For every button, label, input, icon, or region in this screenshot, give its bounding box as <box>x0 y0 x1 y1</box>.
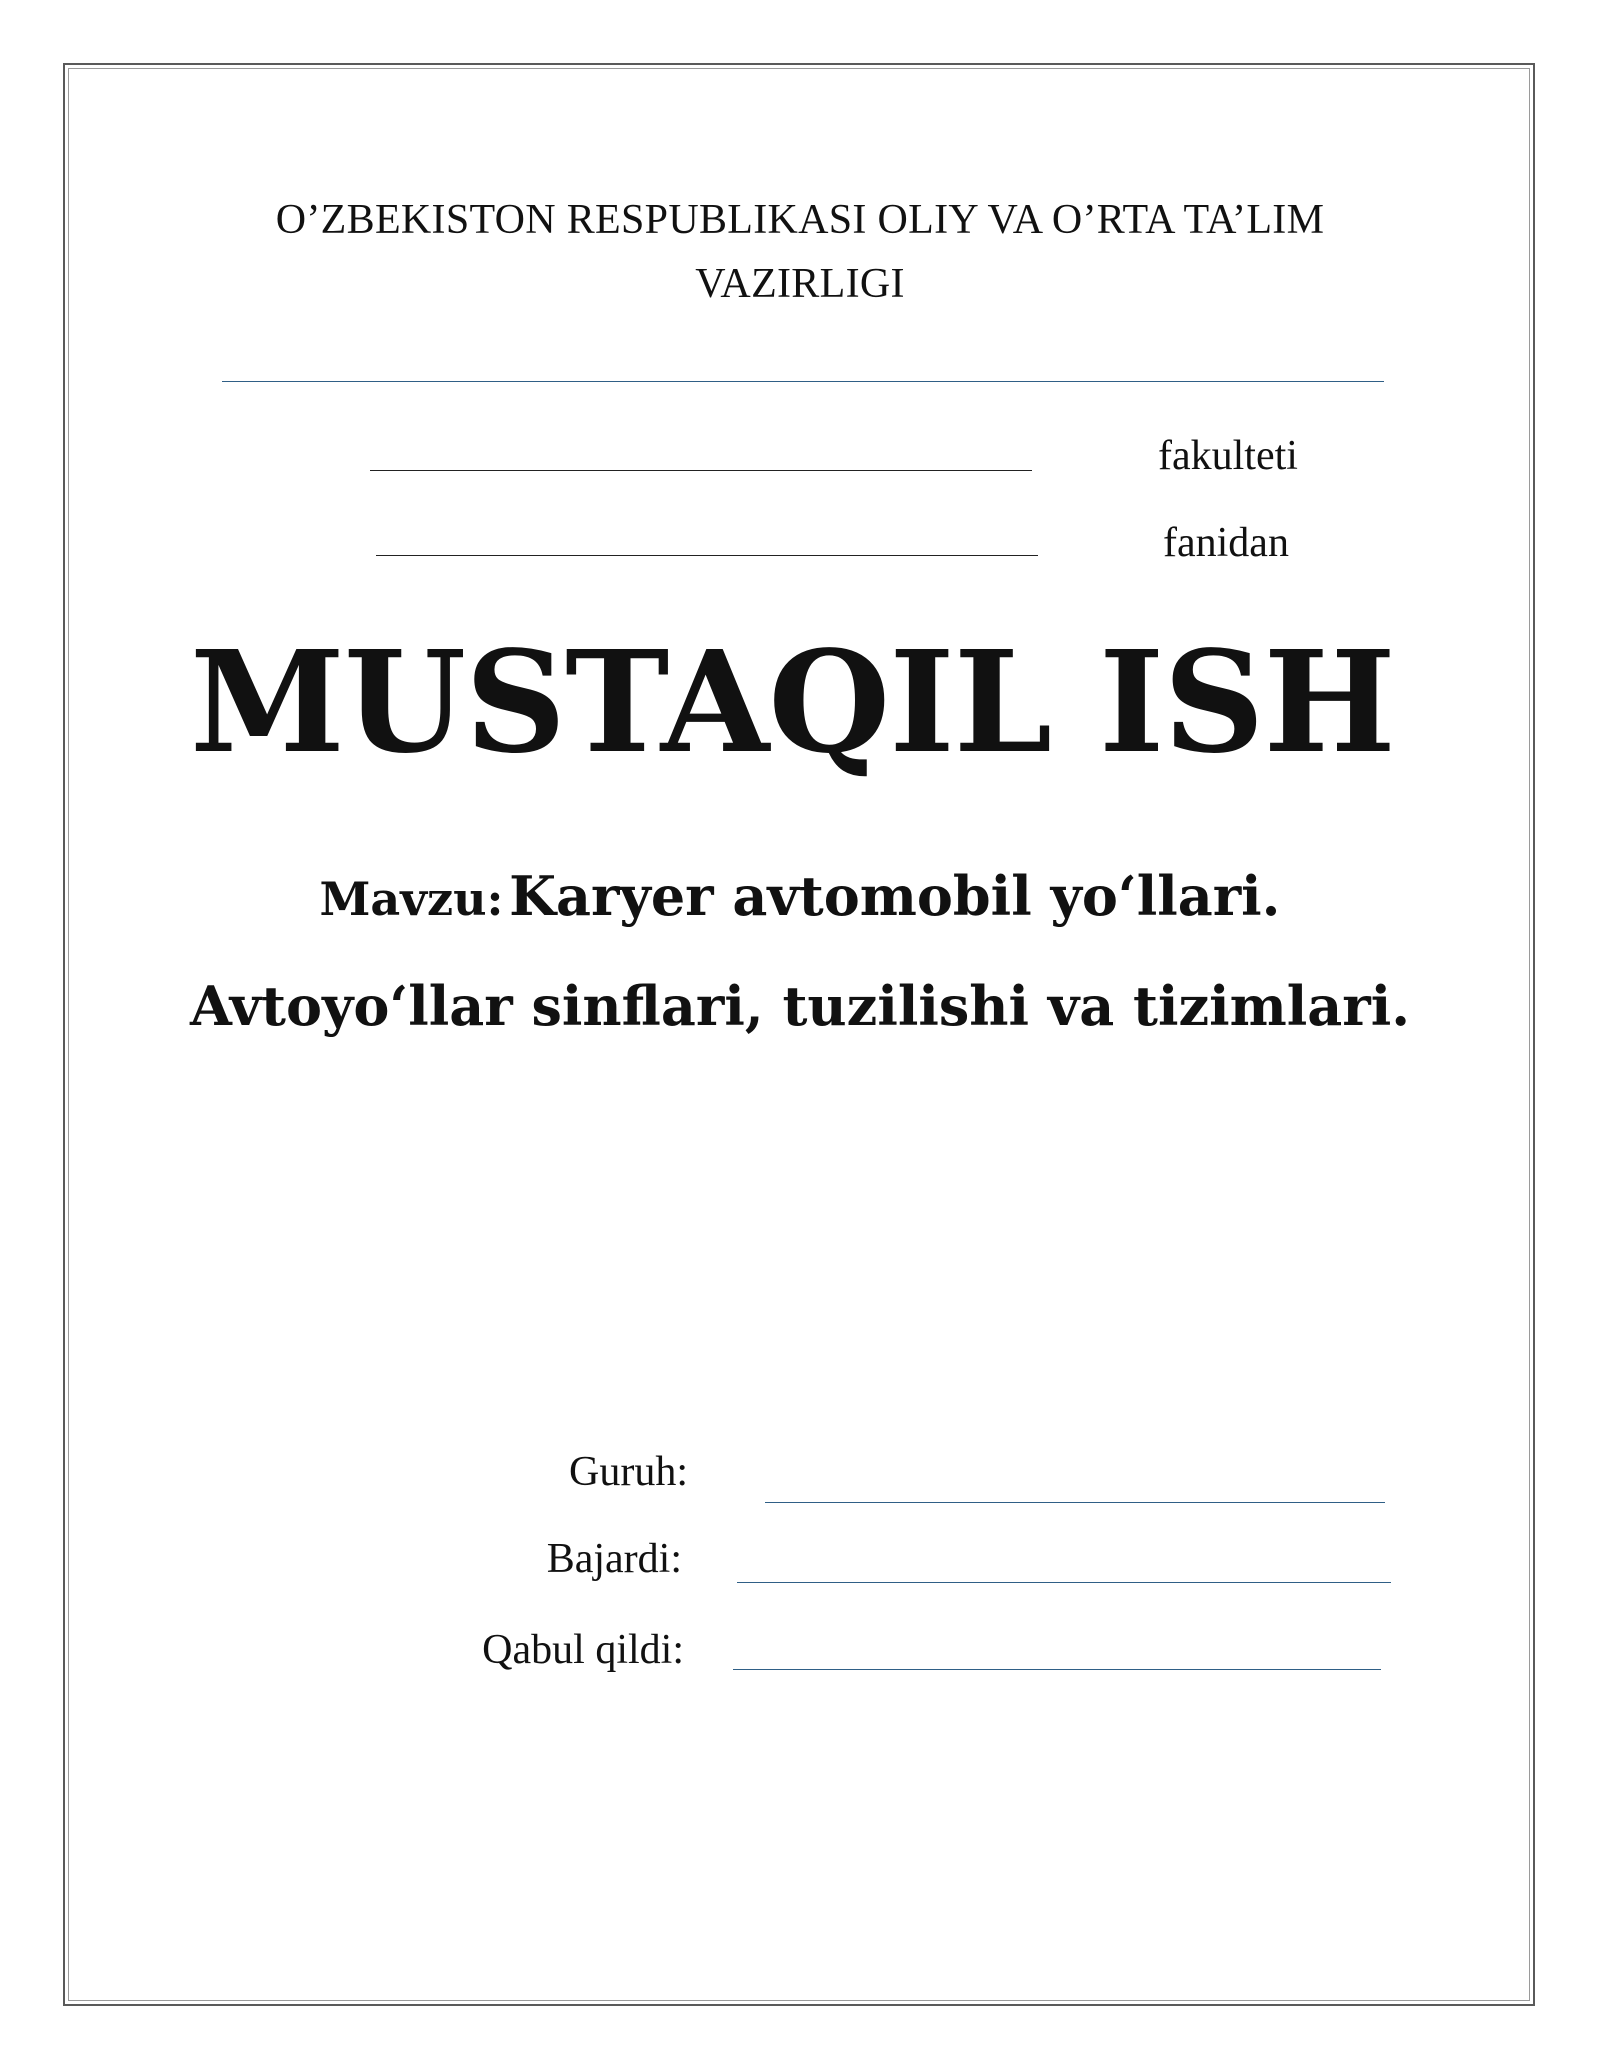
subject-label: fanidan <box>1163 520 1289 566</box>
topic-line1 <box>150 848 1450 958</box>
done-by-rule <box>737 1582 1391 1583</box>
faculty-label: fakulteti <box>1158 433 1298 479</box>
ministry-heading <box>150 188 1450 316</box>
topic-subject-line2: Avtoyo‘llar sinflari, tuzilishi va tizimlari. <box>189 974 1411 1038</box>
subject-name-rule <box>376 555 1038 556</box>
done-by-label: Bajardi: <box>546 1536 682 1582</box>
university-name-rule <box>222 381 1384 382</box>
group-rule <box>765 1502 1385 1503</box>
ministry-heading-line2: VAZIRLIGI <box>695 261 905 307</box>
faculty-name-rule <box>370 470 1032 471</box>
topic-prefix: Mavzu: <box>319 872 504 926</box>
topic-subject-line1: Karyer avtomobil yo‘llari. <box>509 864 1281 928</box>
accepted-by-rule <box>733 1669 1381 1670</box>
ministry-heading-line1: O’ZBEKISTON RESPUBLIKASI OLIY VA O’RTA TA’LIM <box>275 197 1325 243</box>
document-title: MUSTAQIL ISH <box>190 621 1395 785</box>
group-label: Guruh: <box>569 1449 688 1495</box>
accepted-by-label: Qabul qildi: <box>482 1627 684 1673</box>
topic-block <box>150 848 1450 1054</box>
